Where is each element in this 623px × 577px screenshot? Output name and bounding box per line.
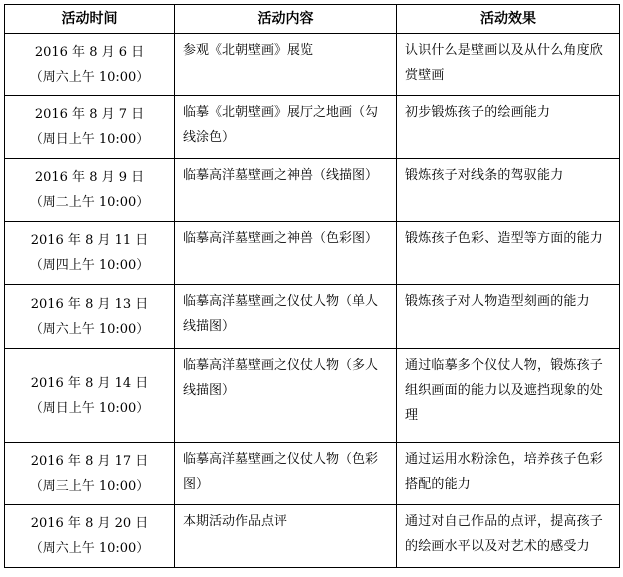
session-text: （周六上午 10:00） — [29, 541, 150, 556]
date-text: 2016 年 8 月 13 日 — [30, 296, 149, 312]
table-row — [5, 443, 620, 505]
date-text: 2016 年 8 月 14 日 — [30, 375, 149, 391]
date-text: 2016 年 8 月 7 日 — [34, 107, 145, 122]
time-cell — [5, 285, 175, 349]
time-cell — [5, 96, 175, 159]
date-text: 2016 年 8 月 9 日 — [34, 170, 145, 185]
session-text: （周六上午 10:00） — [29, 69, 150, 85]
time-cell — [5, 505, 175, 568]
table-row — [5, 505, 620, 568]
date-text: 2016 年 8 月 6 日 — [34, 44, 145, 60]
activity-schedule-sheet — [4, 4, 619, 568]
time-cell — [5, 443, 175, 505]
time-cell — [5, 159, 175, 222]
time-cell — [5, 34, 175, 96]
session-text: （周日上午 10:00） — [29, 400, 150, 416]
session-text: （周二上午 10:00） — [29, 195, 150, 210]
effect-cell: 锻炼孩子色彩、造型等方面的能力 — [397, 222, 620, 285]
session-text: （周三上午 10:00） — [29, 478, 150, 494]
effect-cell: 通过临摹多个仪仗人物，锻炼孩子组织画面的能力以及遮挡现象的处理 — [397, 349, 620, 443]
content-cell: 临摹高洋墓壁画之仪仗人物（单人线描图） — [175, 285, 397, 349]
content-cell: 临摹高洋墓壁画之神兽（线描图） — [175, 159, 397, 222]
table-row — [5, 349, 620, 443]
date-text: 2016 年 8 月 20 日 — [30, 516, 149, 531]
effect-cell: 锻炼孩子对线条的驾驭能力 — [397, 159, 620, 222]
effect-cell: 通过运用水粉涂色，培养孩子色彩搭配的能力 — [397, 443, 620, 505]
header-content: 活动内容 — [175, 5, 397, 34]
table-row — [5, 34, 620, 96]
content-cell: 临摹高洋墓壁画之仪仗人物（多人线描图） — [175, 349, 397, 443]
header-effect: 活动效果 — [397, 5, 620, 34]
date-text: 2016 年 8 月 17 日 — [30, 453, 149, 469]
table-row — [5, 96, 620, 159]
time-cell — [5, 349, 175, 443]
table-row — [5, 159, 620, 222]
session-text: （周六上午 10:00） — [29, 321, 150, 337]
table-row — [5, 222, 620, 285]
effect-cell: 通过对自己作品的点评，提高孩子的绘画水平以及对艺术的感受力 — [397, 505, 620, 568]
time-cell — [5, 222, 175, 285]
content-cell: 临摹《北朝壁画》展厅之地画（勾线涂色） — [175, 96, 397, 159]
session-text: （周四上午 10:00） — [29, 258, 150, 273]
header-time: 活动时间 — [5, 5, 175, 34]
effect-cell: 锻炼孩子对人物造型刻画的能力 — [397, 285, 620, 349]
activity-schedule-table — [4, 4, 620, 568]
table-row — [5, 285, 620, 349]
content-cell: 临摹高洋墓壁画之仪仗人物（色彩图） — [175, 443, 397, 505]
content-cell: 本期活动作品点评 — [175, 505, 397, 568]
content-cell: 临摹高洋墓壁画之神兽（色彩图） — [175, 222, 397, 285]
effect-cell: 认识什么是壁画以及从什么角度欣赏壁画 — [397, 34, 620, 96]
date-text: 2016 年 8 月 11 日 — [30, 233, 149, 248]
session-text: （周日上午 10:00） — [29, 132, 150, 147]
effect-cell: 初步锻炼孩子的绘画能力 — [397, 96, 620, 159]
header-row — [5, 5, 620, 34]
content-cell: 参观《北朝壁画》展览 — [175, 34, 397, 96]
